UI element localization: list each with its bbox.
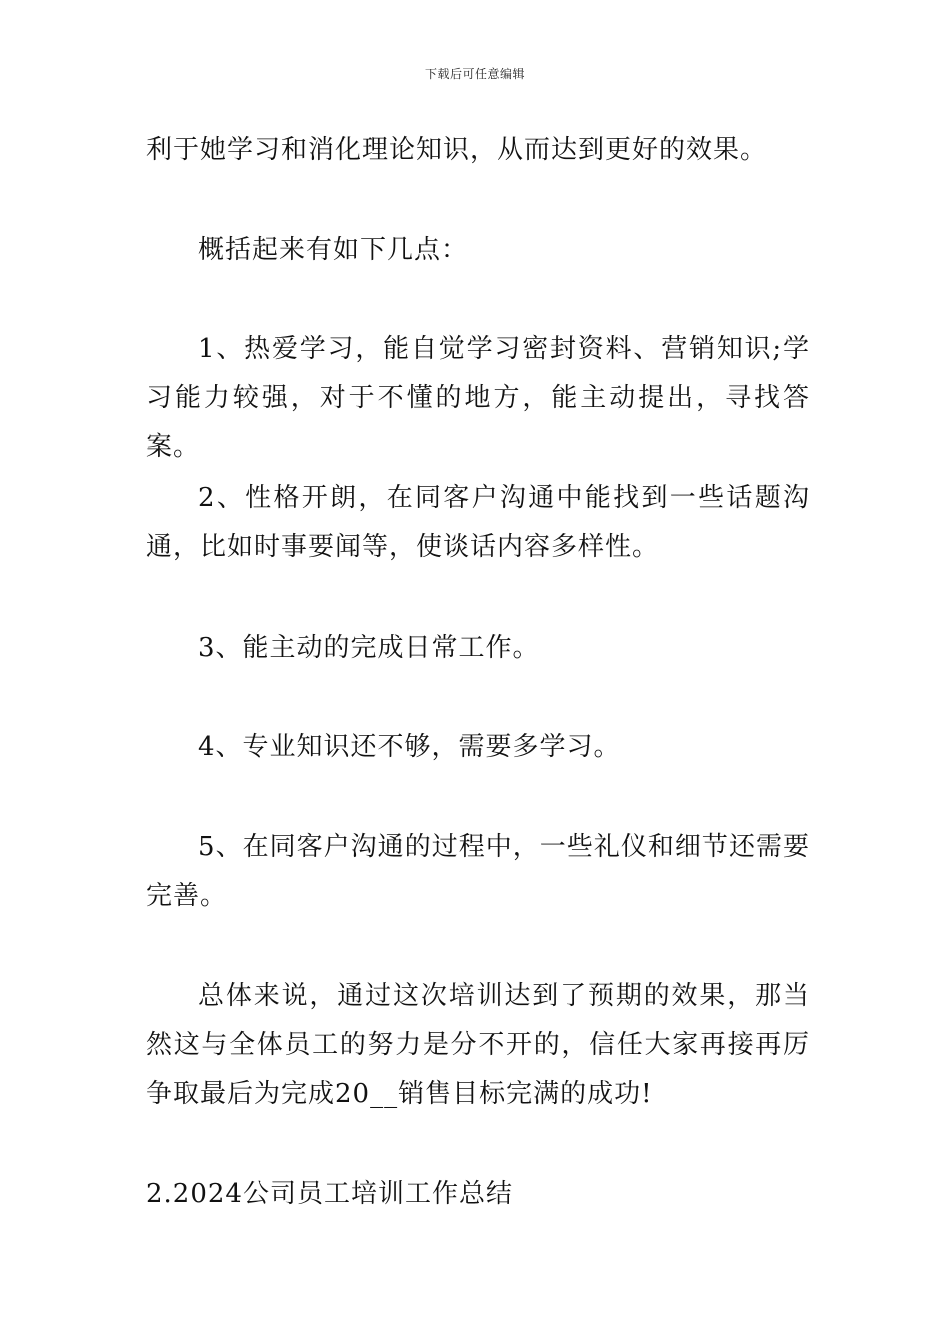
section-heading: 2.2024公司员工培训工作总结 — [146, 1179, 513, 1209]
paragraph-point-4: 4、专业知识还不够，需要多学习。 — [198, 732, 621, 762]
paragraph-continuation: 利于她学习和消化理论知识，从而达到更好的效果。 — [146, 135, 768, 165]
paragraph-point-2: 2、性格开朗，在同客户沟通中能找到一些话题沟通，比如时事要闻等，使谈话内容多样性。 — [146, 483, 810, 562]
paragraph-point-5: 5、在同客户沟通的过程中，一些礼仪和细节还需要完善。 — [146, 832, 810, 911]
page-header-note: 下载后可任意编辑 — [424, 67, 525, 81]
paragraph-summary-intro: 概括起来有如下几点： — [198, 235, 469, 265]
paragraph-point-1: 1、热爱学习，能自觉学习密封资料、营销知识;学习能力较强，对于不懂的地方，能主动提出，寻找答案。 — [146, 334, 810, 462]
paragraph-point-3: 3、能主动的完成日常工作。 — [198, 633, 540, 663]
paragraph-conclusion: 总体来说，通过这次培训达到了预期的效果，那当然这与全体员工的努力是分不开的，信任大家再接再厉争取最后为完成20__销售目标完满的成功! — [146, 981, 810, 1109]
